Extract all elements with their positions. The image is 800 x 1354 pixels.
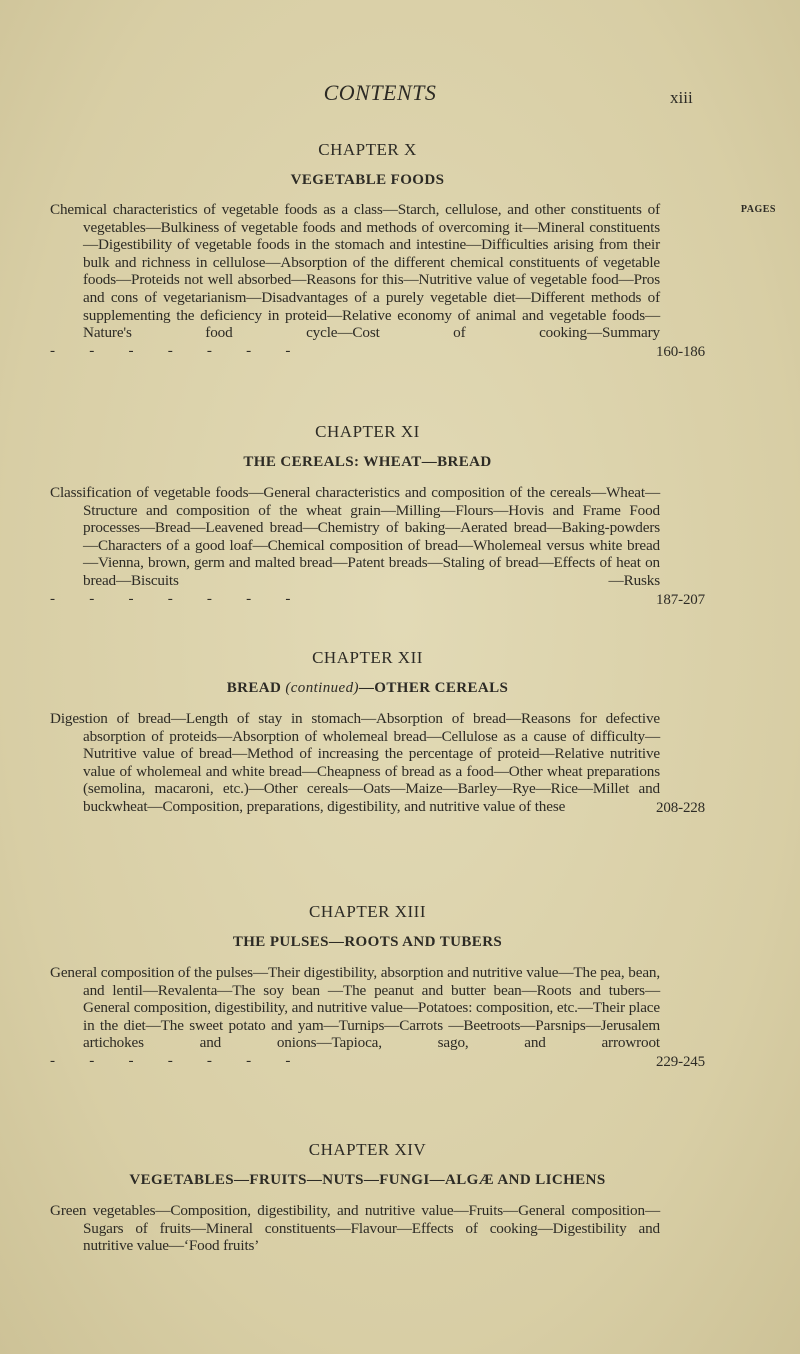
running-title: CONTENTS [323,80,437,105]
chapter-number: CHAPTER XIII [309,902,426,921]
chapter-xiv [50,1140,660,1255]
chapter-xii [50,648,705,816]
dot-leader [83,590,543,608]
page-number: xiii [670,88,693,107]
chapter-number: CHAPTER XI [315,422,420,441]
chapter-number: CHAPTER X [318,140,417,159]
title-part: —OTHER CEREALS [358,680,509,696]
chapter-xi [50,422,705,608]
chapter-summary [50,484,705,608]
summary-text: Green vegetables—Composition, digestibility, and nutritive value—Fruits—General composition—Sugars of fruits—Mineral constituents—Flavour—Effects of cooking—Digestibility and nutritive value—‘Food fruits’ [50,1202,660,1255]
dot-leader [83,342,483,360]
page-range: 208-228 [656,799,705,816]
chapter-title [75,680,660,697]
chapter-summary [50,710,705,816]
chapter-x [50,140,776,360]
summary-text: Chemical characteristics of vegetable foods as a class—Starch, cellulose, and other constituents of vegetables—Bulkiness of vegetable foods and methods of overcoming it—Mineral constituents—Digestibility of vegetable foods in the stomach and intestine—Difficulties arising from their bulk and richness in cellulose—Absorption of the different chemical constituents of vegetable foods—Proteids not well absorbed—Reasons for this—Nutritive value of vegetable food—Pros and cons of vegetarianism—Disadvantages of a purely vegetable diet—Different methods of supplementing the deficiency in proteid—Relative economy of animal and vegetable foods—Nature's food cycle—Cost of cooking—Summary [50,201,660,342]
chapter-title: THE PULSES—ROOTS AND TUBERS [232,934,503,950]
summary-text: General composition of the pulses—Their digestibility, absorption and nutritive value—The pea, bean, and lentil—Revalenta—The soy bean —The peanut and butter bean—Roots and tubers—General composition, digestibility, and nutritive value—Potatoes: composition, etc.—Their place in the diet—The sweet potato and yam—Turnips—Carrots —Beetroots—Parsnips—Jerusalem artichokes and onions—Tapioca, sago, and arrowroot [50,964,660,1052]
chapter-title: VEGETABLES—FRUITS—NUTS—FUNGI—ALGÆ AND LICHENS [129,1172,606,1188]
summary-text: Classification of vegetable foods—General characteristics and composition of the cereals—Wheat—Structure and composition of the wheat grain—Milling—Flours—Hovis and Frame Food processes—Bread—Leavened bread—Chemistry of baking—Aerated bread—Baking-powders—Characters of a good loaf—Chemical composition of bread—Wholemeal versus white bread—Vienna, brown, germ and malted bread—Patent breads—Staling of bread—Effects of heat on bread—Biscuits —Rusks [50,484,660,589]
dot-leader [83,1052,383,1070]
title-part-italic: (continued) [285,680,359,696]
chapter-title: VEGETABLE FOODS [290,172,445,188]
page-range: 187-207 [656,591,705,608]
chapter-number: CHAPTER XII [312,648,423,667]
summary-text: Digestion of bread—Length of stay in stomach—Absorption of bread—Reasons for defective absorption of proteids—Absorption of wholemeal bread—Cellulose as a cause of difficulty—Nutritive value of bread—Method of increasing the percentage of proteid—Relative nutritive value of wholemeal and white bread—Cheapness of bread as a food—Other wheat preparations (semolina, macaroni, etc.)—Other cereals—Oats—Maize—Barley—Rye—Rice—Millet and buckwheat—Composition, preparations, digestibility, and nutritive value of these [50,710,660,815]
chapter-xiii [50,902,705,1070]
chapter-number: CHAPTER XIV [308,1140,427,1159]
page-range: 229-245 [656,1053,705,1070]
chapter-summary [50,1202,660,1255]
title-part: BREAD [226,680,282,696]
pages-column-label: PAGES [740,204,776,215]
chapter-title: THE CEREALS: WHEAT—BREAD [243,454,492,470]
chapter-summary [50,964,705,1070]
page-range: 160-186 [656,343,705,360]
chapter-summary [50,201,705,360]
